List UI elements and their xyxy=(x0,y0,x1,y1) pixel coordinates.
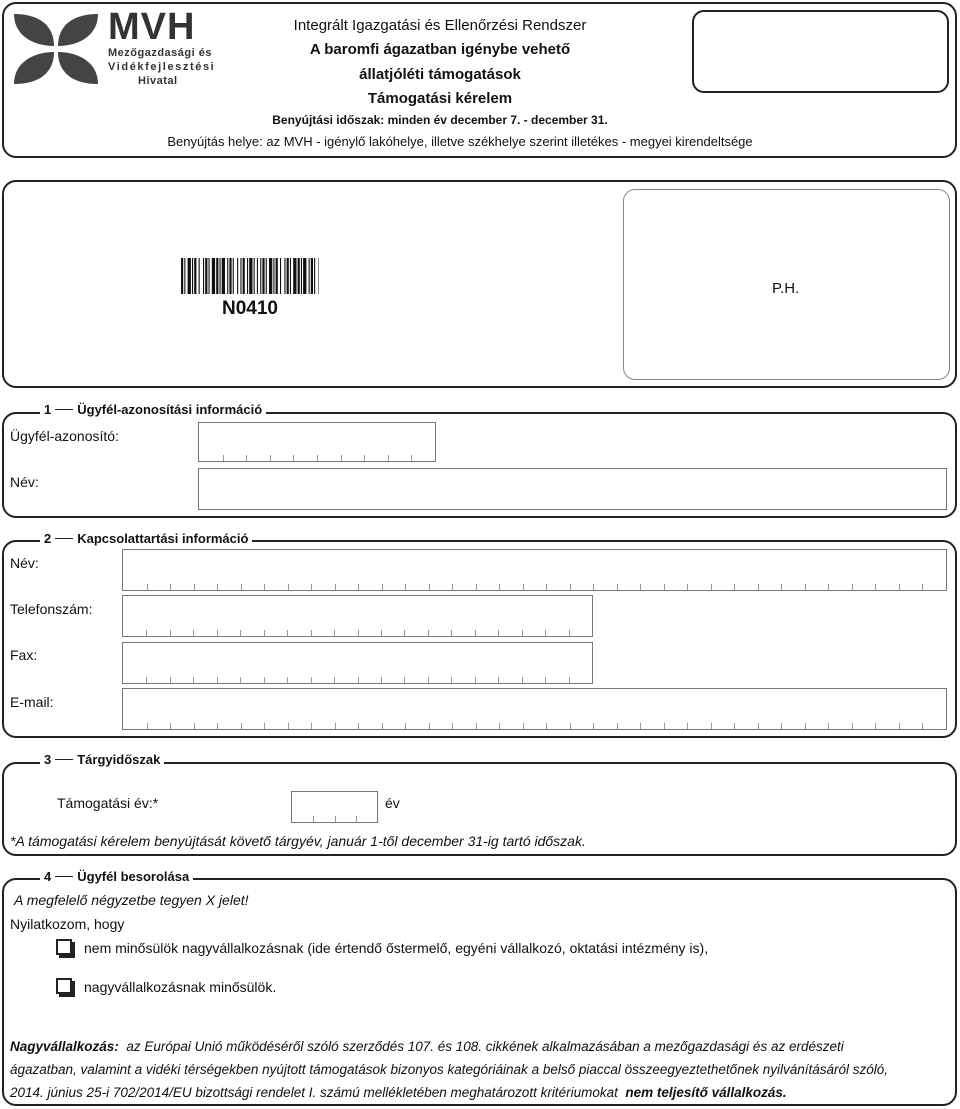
comb-tick xyxy=(805,584,806,590)
comb-tick xyxy=(311,630,312,636)
section-3-heading: Tárgyidőszak xyxy=(77,752,161,767)
comb-tick xyxy=(428,630,429,636)
support-year-suffix: év xyxy=(385,795,400,811)
comb-tick xyxy=(640,584,641,590)
comb-tick xyxy=(852,723,853,729)
section-1-heading: Ügyfél-azonosítási információ xyxy=(77,402,263,417)
submission-period: Benyújtási időszak: minden év december 7. - december 31. xyxy=(272,113,608,127)
barcode-bar xyxy=(227,258,228,294)
comb-tick xyxy=(313,816,314,822)
comb-tick xyxy=(170,677,171,683)
declaration-text: Nyilatkozom, hogy xyxy=(10,916,125,932)
comb-tick xyxy=(828,723,829,729)
section-1-dash xyxy=(55,409,73,410)
barcode-bar xyxy=(229,258,231,294)
note-term: Nagyvállalkozás: xyxy=(10,1039,119,1054)
section-2-dash xyxy=(55,538,73,539)
barcode-bar xyxy=(222,258,225,294)
form-title-2: állatjóléti támogatások xyxy=(359,66,521,83)
email-field[interactable] xyxy=(122,688,947,730)
comb-tick xyxy=(546,723,547,729)
barcode-bar xyxy=(247,258,248,294)
comb-tick xyxy=(617,723,618,729)
form-title-3: Támogatási kérelem xyxy=(367,90,513,107)
comb-tick xyxy=(358,677,359,683)
comb-tick xyxy=(170,723,171,729)
comb-tick xyxy=(498,630,499,636)
comb-tick xyxy=(317,455,318,461)
phone-field[interactable] xyxy=(122,595,593,637)
barcode-bar xyxy=(301,258,302,294)
comb-tick xyxy=(640,723,641,729)
stamp-label: P.H. xyxy=(772,280,800,297)
comb-tick xyxy=(335,723,336,729)
note-text-3: 2014. június 25-i 702/2014/EU bizottsági rendelet I. számú mellékletében meghatározott kritériumokat xyxy=(10,1085,618,1100)
comb-tick xyxy=(193,677,194,683)
mvh-logo-icon xyxy=(10,12,102,86)
barcode-bar xyxy=(284,258,285,294)
comb-tick xyxy=(593,723,594,729)
comb-tick xyxy=(264,677,265,683)
comb-tick xyxy=(922,723,923,729)
comb-tick xyxy=(922,584,923,590)
comb-tick xyxy=(146,677,147,683)
section-3-dash xyxy=(55,759,73,760)
comb-tick xyxy=(429,723,430,729)
client-id-field[interactable] xyxy=(198,422,436,462)
barcode-bar xyxy=(220,258,221,294)
section-4-heading: Ügyfél besorolása xyxy=(77,869,190,884)
comb-tick xyxy=(388,455,389,461)
comb-tick xyxy=(217,723,218,729)
comb-tick xyxy=(241,723,242,729)
comb-tick xyxy=(287,630,288,636)
comb-tick xyxy=(499,584,500,590)
barcode-bar xyxy=(262,258,264,294)
comb-tick xyxy=(734,723,735,729)
comb-tick xyxy=(311,723,312,729)
email-label: E-mail: xyxy=(10,694,54,710)
comb-tick xyxy=(194,723,195,729)
comb-tick xyxy=(335,584,336,590)
comb-tick xyxy=(523,584,524,590)
comb-tick xyxy=(499,723,500,729)
comb-tick xyxy=(264,723,265,729)
barcode-bar xyxy=(257,258,258,294)
comb-tick xyxy=(451,630,452,636)
comb-tick xyxy=(341,455,342,461)
comb-tick xyxy=(452,723,453,729)
comb-tick xyxy=(734,584,735,590)
comb-tick xyxy=(217,677,218,683)
logo-wordmark: MVH xyxy=(108,6,196,48)
section-1-title xyxy=(40,402,266,417)
comb-tick xyxy=(569,630,570,636)
comb-tick xyxy=(805,723,806,729)
comb-tick xyxy=(498,677,499,683)
barcode-code: N0410 xyxy=(222,298,278,319)
comb-tick xyxy=(617,584,618,590)
comb-tick xyxy=(223,455,224,461)
barcode-bar xyxy=(194,258,196,294)
comb-tick xyxy=(146,630,147,636)
barcode-bar xyxy=(181,258,183,294)
comb-tick xyxy=(246,455,247,461)
fax-label: Fax: xyxy=(10,647,38,663)
comb-tick xyxy=(293,455,294,461)
comb-tick xyxy=(545,630,546,636)
comb-tick xyxy=(287,677,288,683)
comb-tick xyxy=(545,677,546,683)
barcode-bar xyxy=(192,258,193,294)
barcode-bar xyxy=(319,258,320,294)
client-id-label: Ügyfél-azonosító: xyxy=(10,428,119,444)
section-2-heading: Kapcsolattartási információ xyxy=(77,531,249,546)
comb-tick xyxy=(411,455,412,461)
comb-tick xyxy=(382,584,383,590)
barcode-bar xyxy=(209,258,210,294)
large-enterprise-checkbox[interactable] xyxy=(56,978,72,994)
note-text-1: az Európai Unió működéséről szóló szerződés 107. és 108. cikkének alkalmazásában a mezőgazdasági és az erdészeti xyxy=(126,1039,844,1054)
section-3-footnote: *A támogatási kérelem benyújtását követő tárgyév, január 1-től december 31-ig tartó időszak. xyxy=(10,833,586,849)
section-4-title xyxy=(40,869,193,884)
logo-line-1: Mezőgazdasági és xyxy=(108,47,212,59)
comb-tick xyxy=(899,723,900,729)
support-year-label: Támogatási év:* xyxy=(57,795,159,811)
comb-tick xyxy=(334,677,335,683)
comb-tick xyxy=(569,677,570,683)
comb-tick xyxy=(217,630,218,636)
barcode-bar xyxy=(303,258,306,294)
comb-tick xyxy=(358,723,359,729)
comb-tick xyxy=(522,677,523,683)
comb-tick xyxy=(404,630,405,636)
comb-tick xyxy=(270,455,271,461)
barcode-bar xyxy=(240,258,241,294)
form-title-1: A baromfi ágazatban igénybe vehető xyxy=(309,41,571,58)
logo-line-3: Hivatal xyxy=(138,75,178,87)
comb-tick xyxy=(405,584,406,590)
note-line-2: ágazatban, valamint a vidéki térségekben nyújtott támogatások bizonyos kategóriáinak a belső piaccal összeegyeztethetőnek nyilvánításáról szóló, xyxy=(10,1062,889,1077)
barcode-bar xyxy=(203,258,204,294)
system-name: Integrált Igazgatási és Ellenőrzési Rendszer xyxy=(293,17,587,34)
comb-tick xyxy=(334,630,335,636)
comb-tick xyxy=(288,723,289,729)
barcode-bar xyxy=(298,258,300,294)
comb-tick xyxy=(147,723,148,729)
comb-tick xyxy=(899,584,900,590)
comb-tick xyxy=(475,630,476,636)
comb-tick xyxy=(711,584,712,590)
barcode-bar xyxy=(254,258,255,294)
section-1-number: 1 xyxy=(44,402,52,417)
barcode-bar xyxy=(237,258,238,294)
comb-tick xyxy=(217,584,218,590)
comb-tick xyxy=(451,677,452,683)
section-4-dash xyxy=(55,876,73,877)
comb-tick xyxy=(781,584,782,590)
comb-tick xyxy=(711,723,712,729)
logo-line-2: Vidékfejlesztési xyxy=(108,61,216,73)
barcode-bar xyxy=(199,258,200,294)
phone-label: Telefonszám: xyxy=(10,601,93,617)
comb-tick xyxy=(311,584,312,590)
barcode-bar xyxy=(216,258,218,294)
barcode-bar xyxy=(188,258,191,294)
contact-name-label: Név: xyxy=(10,555,39,571)
client-name-label: Név: xyxy=(10,474,39,490)
barcode-bar xyxy=(311,258,313,294)
office-use-box xyxy=(692,10,949,93)
barcode-bar xyxy=(212,258,215,294)
comb-tick xyxy=(664,584,665,590)
comb-tick xyxy=(240,677,241,683)
barcode-bar xyxy=(280,258,281,294)
comb-tick xyxy=(546,584,547,590)
barcode-bar xyxy=(205,258,207,294)
comb-tick xyxy=(828,584,829,590)
barcode-bar xyxy=(293,258,296,294)
comb-tick xyxy=(475,677,476,683)
comb-tick xyxy=(288,584,289,590)
comb-tick xyxy=(570,723,571,729)
comb-tick xyxy=(194,584,195,590)
client-name-field[interactable] xyxy=(198,468,947,510)
comb-tick xyxy=(781,723,782,729)
comb-tick xyxy=(170,584,171,590)
comb-tick xyxy=(593,584,594,590)
large-enterprise-note xyxy=(10,1035,945,1104)
comb-tick xyxy=(664,723,665,729)
comb-tick xyxy=(382,723,383,729)
not-large-enterprise-checkbox[interactable] xyxy=(56,939,72,955)
section-4-instruction: A megfelelő négyzetbe tegyen X jelet! xyxy=(14,892,249,908)
comb-tick xyxy=(476,723,477,729)
section-3-title xyxy=(40,752,164,767)
comb-tick xyxy=(381,677,382,683)
section-3-number: 3 xyxy=(44,752,52,767)
comb-tick xyxy=(852,584,853,590)
comb-tick xyxy=(311,677,312,683)
comb-tick xyxy=(356,816,357,822)
large-enterprise-label: nagyvállalkozásnak minősülök. xyxy=(84,979,277,995)
barcode-bar xyxy=(233,258,234,294)
comb-tick xyxy=(875,723,876,729)
comb-tick xyxy=(364,455,365,461)
comb-tick xyxy=(875,584,876,590)
comb-tick xyxy=(758,584,759,590)
comb-tick xyxy=(170,630,171,636)
comb-tick xyxy=(264,584,265,590)
barcode-bar xyxy=(266,258,267,294)
barcode-bar xyxy=(249,258,252,294)
comb-tick xyxy=(405,723,406,729)
barcode-bar xyxy=(287,258,289,294)
submission-place: Benyújtás helye: az MVH - igénylő lakóhelye, illetve székhelye szerint illetékes - megyei kirendeltsége xyxy=(167,134,753,149)
comb-tick xyxy=(240,630,241,636)
barcode-icon xyxy=(181,258,319,294)
comb-tick xyxy=(264,630,265,636)
section-4-number: 4 xyxy=(44,869,52,884)
comb-tick xyxy=(570,584,571,590)
note-emphasis: nem teljesítő vállalkozás. xyxy=(625,1085,787,1100)
comb-tick xyxy=(335,816,336,822)
comb-tick xyxy=(452,584,453,590)
note-line-1 xyxy=(10,1035,945,1058)
not-large-enterprise-label: nem minősülök nagyvállalkozásnak (ide értendő őstermelő, egyéni vállalkozó, oktatási intézmény is), xyxy=(84,940,709,956)
support-year-field[interactable] xyxy=(291,791,378,823)
comb-tick xyxy=(147,584,148,590)
comb-tick xyxy=(687,584,688,590)
comb-tick xyxy=(429,584,430,590)
comb-tick xyxy=(687,723,688,729)
barcode-bar xyxy=(273,258,274,294)
comb-tick xyxy=(476,584,477,590)
section-2-title xyxy=(40,531,252,546)
barcode-bar xyxy=(184,258,185,294)
comb-tick xyxy=(758,723,759,729)
header-text xyxy=(200,14,680,130)
barcode-bar xyxy=(243,258,245,294)
section-2-number: 2 xyxy=(44,531,52,546)
fax-field[interactable] xyxy=(122,642,593,684)
comb-tick xyxy=(404,677,405,683)
comb-tick xyxy=(358,584,359,590)
comb-tick xyxy=(241,584,242,590)
comb-tick xyxy=(358,630,359,636)
comb-tick xyxy=(193,630,194,636)
contact-name-field[interactable] xyxy=(122,549,947,591)
barcode-bar xyxy=(309,258,310,294)
note-line-3 xyxy=(10,1081,945,1104)
barcode-bar xyxy=(269,258,272,294)
barcode-bar xyxy=(314,258,315,294)
barcode-bar xyxy=(276,258,278,294)
comb-tick xyxy=(523,723,524,729)
barcode-bar xyxy=(260,258,261,294)
comb-tick xyxy=(381,630,382,636)
comb-tick xyxy=(522,630,523,636)
comb-tick xyxy=(428,677,429,683)
barcode-bar xyxy=(290,258,291,294)
